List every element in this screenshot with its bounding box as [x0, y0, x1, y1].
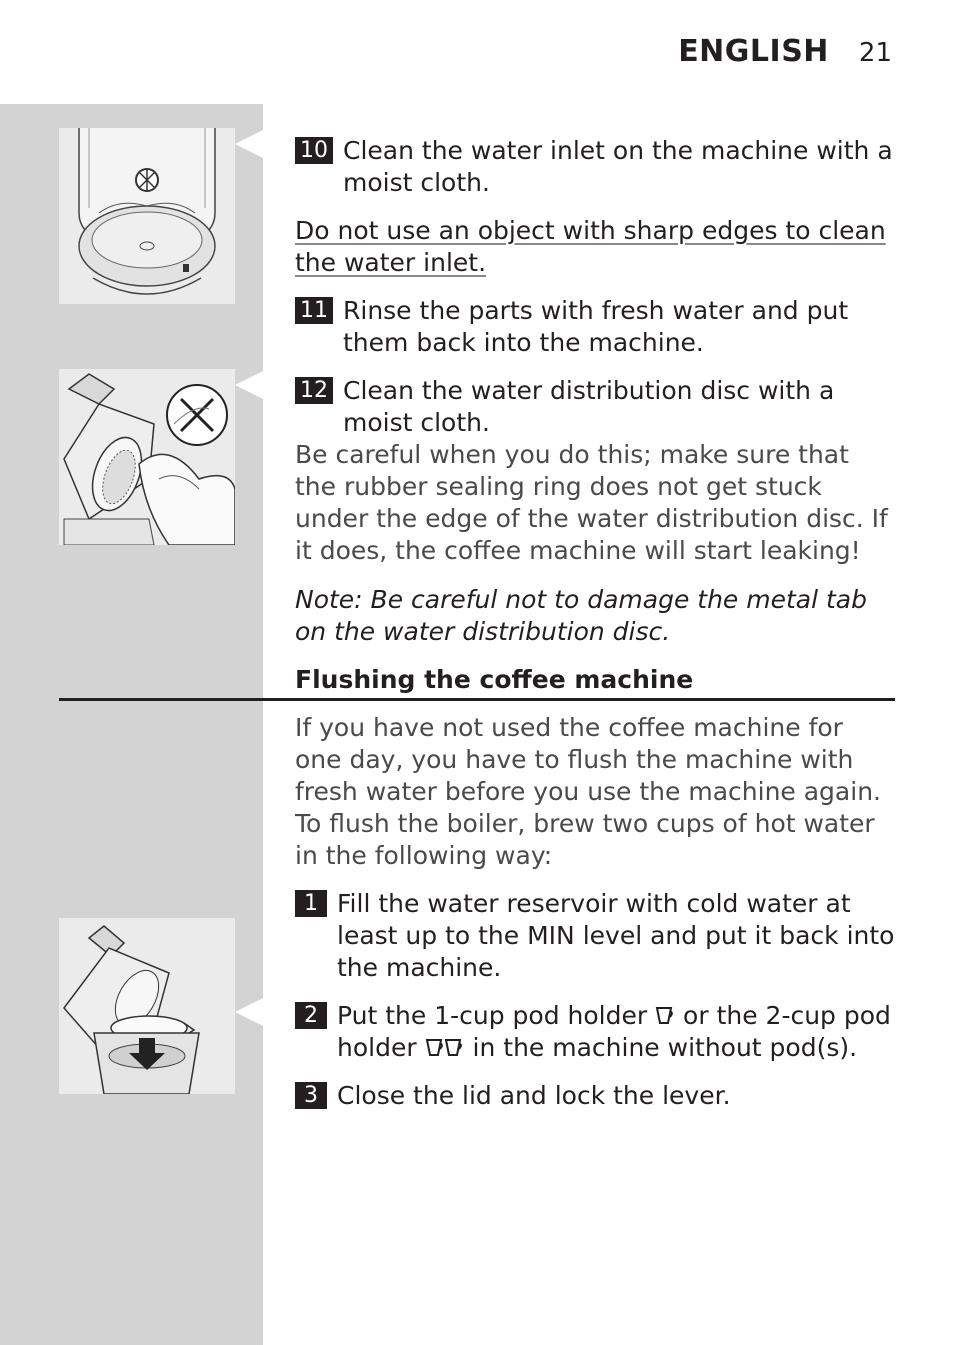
figure-water-inlet	[59, 128, 235, 304]
step-number: 10	[295, 137, 333, 164]
step-11	[295, 295, 895, 359]
step-text-part: or the 2-cup pod holder	[337, 1001, 891, 1062]
double-cup-icon	[425, 1037, 465, 1059]
water-inlet-illustration-icon	[59, 128, 235, 304]
note-text: Note: Be careful not to damage the metal tab on the water distribution disc.	[295, 585, 867, 646]
step-number: 1	[295, 890, 327, 917]
step-text: Rinse the parts with fresh water and put them back into the machine.	[343, 296, 849, 357]
step-text: Clean the water distribution disc with a moist cloth.	[343, 376, 835, 437]
language-label: ENGLISH	[678, 34, 829, 69]
figure-pointer	[235, 130, 263, 158]
warning-text: Do not use an object with sharp edges to clean the water inlet.	[295, 216, 886, 277]
intro-text-2: To flush the boiler, brew two cups of hot water in the following way:	[295, 809, 875, 870]
pod-holder-insert-illustration-icon	[59, 918, 235, 1094]
step-2	[295, 1000, 895, 1064]
figure-pod-holder	[59, 918, 235, 1094]
caution-text: Be careful when you do this; make sure that the rubber sealing ring does not get stuck under the edge of the water distribution disc. If it does, the coffee machine will start leaking!	[295, 440, 888, 565]
step-number: 2	[295, 1002, 327, 1029]
step-number: 3	[295, 1082, 327, 1109]
step-text	[337, 1000, 895, 1064]
section-heading: Flushing the coffee machine	[295, 665, 694, 694]
step-12	[295, 375, 895, 439]
section-divider	[59, 698, 895, 701]
step-1	[295, 888, 895, 984]
figure-pointer	[235, 371, 263, 399]
step-text-part: in the machine without pod(s).	[472, 1033, 858, 1062]
intro-text: If you have not used the coffee machine for one day, you have to flush the machine with fresh water before you use the machine again.	[295, 713, 881, 806]
figure-pointer	[235, 998, 263, 1026]
step-text-part: Put the 1-cup pod holder	[337, 1001, 648, 1030]
step-text: Clean the water inlet on the machine with a moist cloth.	[343, 136, 893, 197]
step-text: Fill the water reservoir with cold water at least up to the MIN level and put it back into the machine.	[337, 889, 895, 982]
single-cup-icon	[655, 1005, 675, 1027]
distribution-disc-cleaning-illustration-icon	[59, 369, 235, 545]
step-number: 11	[295, 297, 333, 324]
step-text: Close the lid and lock the lever.	[337, 1081, 731, 1110]
page-number: 21	[858, 38, 892, 68]
step-10	[295, 135, 895, 199]
page-header	[678, 34, 892, 69]
figure-disc-cleaning	[59, 369, 235, 545]
step-3	[295, 1080, 895, 1112]
step-number: 12	[295, 377, 333, 404]
